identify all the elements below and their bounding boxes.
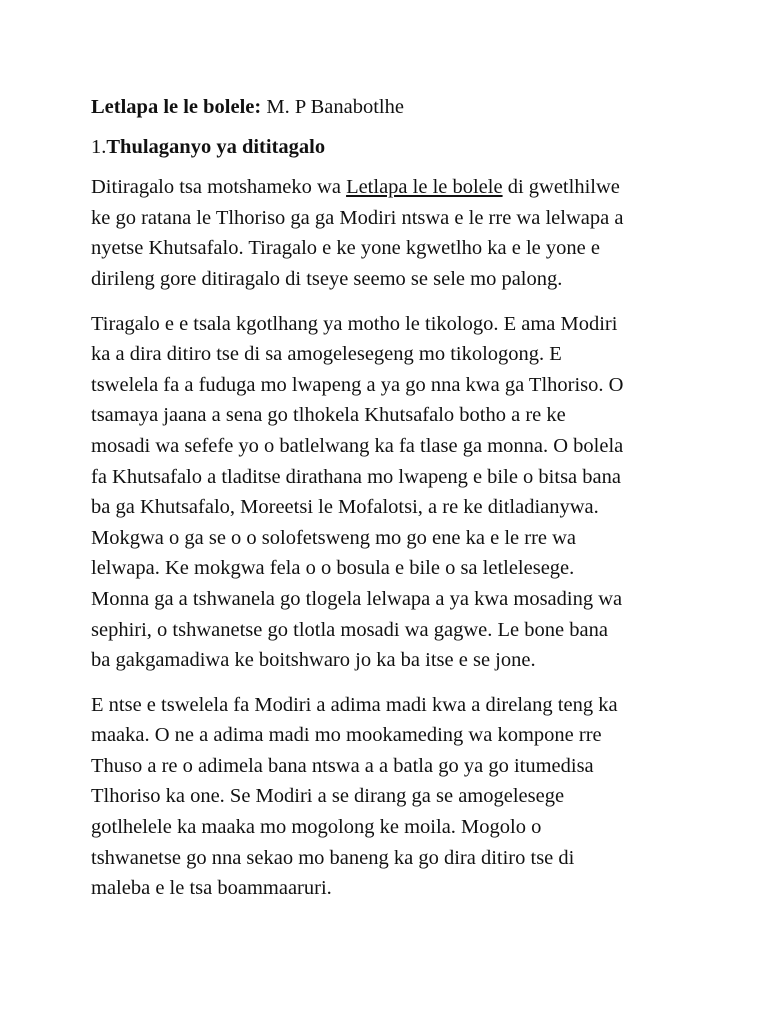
paragraph-line: fa Khutsafalo a tladitse dirathana mo lwapeng e bile o bitsa bana — [91, 465, 621, 488]
paragraph-line: Tiragalo e e tsala kgotlhang ya motho le tikologo. E ama Modiri — [91, 312, 618, 335]
paragraph-line: dirileng gore ditiragalo di tseye seemo se sele mo palong. — [91, 267, 563, 290]
paragraph-line — [91, 172, 691, 203]
paragraph-3 — [91, 690, 691, 904]
paragraph-1-intro-end: di gwetlhilwe — [502, 176, 620, 199]
paragraph-line: ba gakgamadiwa ke boitshwaro jo ka ba itse e se jone. — [91, 649, 536, 672]
paragraph-line: ka a dira ditiro tse di sa amogelesegeng mo tikologong. E — [91, 343, 562, 366]
section-heading-text: Thulaganyo ya dititagalo — [106, 135, 326, 158]
document-title — [91, 92, 691, 123]
paragraph-2 — [91, 309, 691, 676]
section-heading — [91, 132, 691, 163]
title-label: Letlapa le le bolele: — [91, 96, 262, 118]
play-title-underlined: Letlapa le le bolele — [346, 176, 503, 199]
paragraph-line: maleba e le tsa boammaaruri. — [91, 877, 332, 900]
paragraph-line: lelwapa. Ke mokgwa fela o o bosula e bile o sa letlelesege. — [91, 557, 575, 580]
paragraph-line: Mokgwa o ga se o o solofetsweng mo go ene ka e le rre wa — [91, 526, 577, 549]
paragraph-line: tshwanetse go nna sekao mo baneng ka go dira ditiro tse di — [91, 846, 575, 869]
paragraph-line: Monna ga a tshwanela go tlogela lelwapa a ya kwa mosading wa — [91, 587, 623, 610]
paragraph-line: sephiri, o tshwanetse go tlotla mosadi wa gagwe. Le bone bana — [91, 618, 608, 641]
paragraph-line: Thuso a re o adimela bana ntswa a a batla go ya go itumedisa — [91, 754, 594, 777]
section-number: 1. — [91, 135, 107, 158]
paragraph-line: ke go ratana le Tlhoriso ga ga Modiri ntswa e le rre wa lelwapa a — [91, 206, 624, 229]
paragraph-line: Tlhoriso ka one. Se Modiri a se dirang ga se amogelesege — [91, 785, 565, 808]
paragraph-line: mosadi wa sefefe yo o batlelwang ka fa tlase ga monna. O bolela — [91, 434, 624, 457]
paragraph-line: tsamaya jaana a sena go tlhokela Khutsafalo botho a re ke — [91, 404, 566, 427]
paragraph-line: gotlhelele ka maaka mo mogolong ke moila. Mogolo o — [91, 816, 542, 839]
paragraph-line: E ntse e tswelela fa Modiri a adima madi kwa a direlang teng ka — [91, 693, 618, 716]
paragraph-line: maaka. O ne a adima madi mo mookameding wa kompone rre — [91, 724, 602, 747]
document-page — [91, 92, 691, 918]
paragraph-line: nyetse Khutsafalo. Tiragalo e ke yone kgwetlho ka e le yone e — [91, 237, 600, 260]
paragraph-line: ba ga Khutsafalo, Moreetsi le Mofalotsi, a re ke ditladianywa. — [91, 496, 599, 519]
title-author: M. P Banabotlhe — [261, 96, 404, 118]
paragraph-1-intro: Ditiragalo tsa motshameko wa — [91, 176, 347, 199]
paragraph-line: tswelela fa a fuduga mo lwapeng a ya go nna kwa ga Tlhoriso. O — [91, 373, 624, 396]
paragraph-1 — [91, 172, 691, 294]
